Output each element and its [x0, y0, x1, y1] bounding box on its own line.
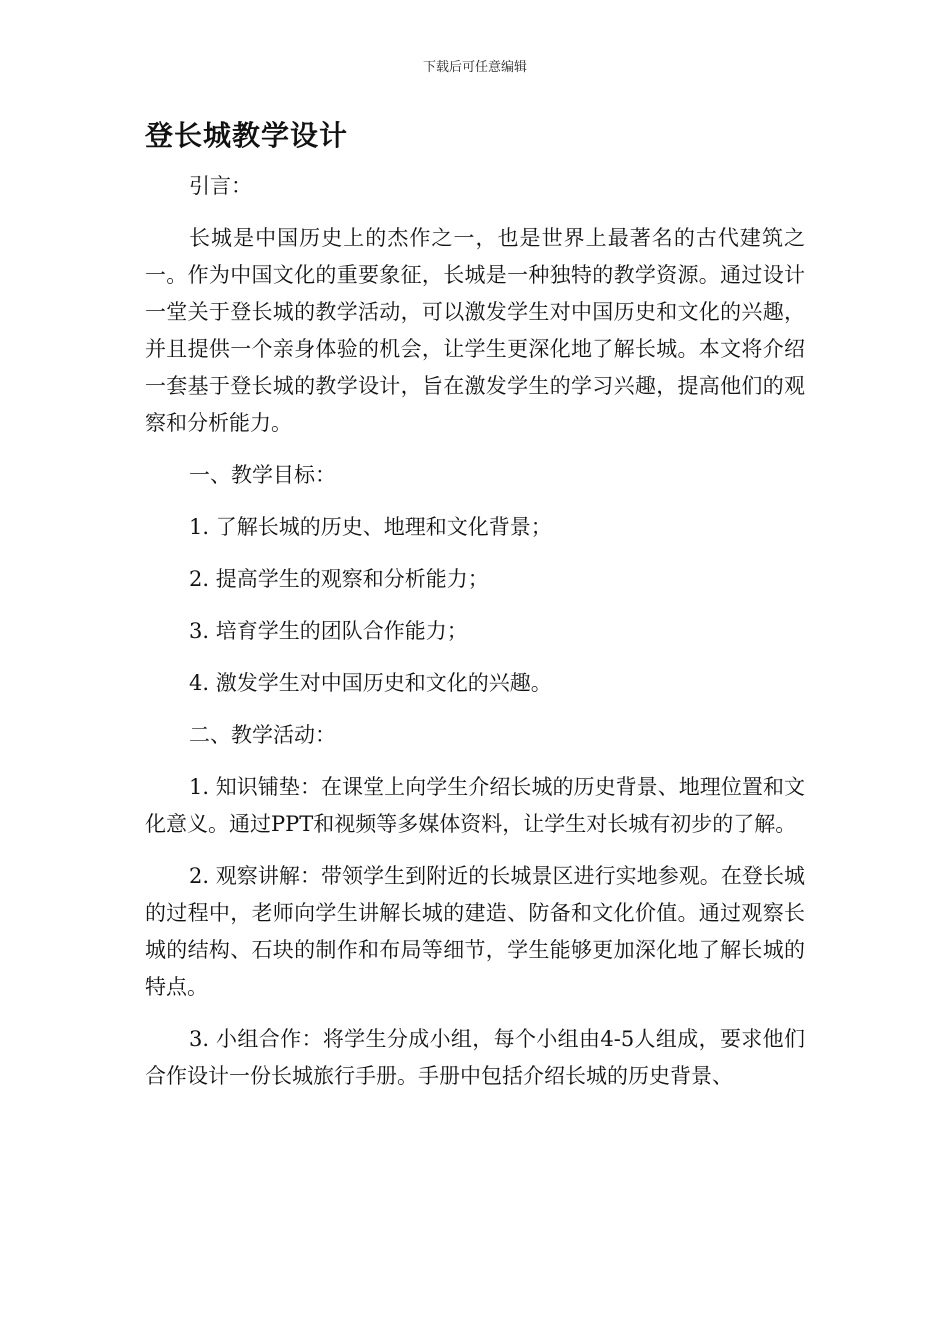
- section-heading-activities: 二、教学活动：: [189, 723, 336, 747]
- activity-item: 1. 知识铺垫：在课堂上向学生介绍长城的历史背景、地理位置和文化意义。通过PPT和视频等多媒体资料，让学生对长城有初步的了解。: [145, 775, 805, 836]
- paragraph-intro: 长城是中国历史上的杰作之一，也是世界上最著名的古代建筑之一。作为中国文化的重要象征，长城是一种独特的教学资源。通过设计一堂关于登长城的教学活动，可以激发学生对中国历史和文化的兴趣，并且提供一个亲身体验的机会，让学生更深化地了解长城。本文将介绍一套基于登长城的教学设计，旨在激发学生的学习兴趣，提高他们的观察和分析能力。: [145, 226, 805, 435]
- paragraph-intro-label: 引言：: [189, 174, 252, 198]
- goal-item: 1. 了解长城的历史、地理和文化背景；: [189, 515, 552, 539]
- goal-item: 2. 提高学生的观察和分析能力；: [189, 567, 489, 591]
- document-body: [145, 168, 805, 1110]
- document-title: 登长城教学设计: [145, 119, 349, 152]
- goal-item: 3. 培育学生的团队合作能力；: [189, 619, 468, 643]
- section-heading-goals: 一、教学目标：: [189, 463, 336, 487]
- activity-item: 2. 观察讲解：带领学生到附近的长城景区进行实地参观。在登长城的过程中，老师向学生讲解长城的建造、防备和文化价值。通过观察长城的结构、石块的制作和布局等细节，学生能够更加深化地了解长城的特点。: [145, 864, 805, 999]
- goal-item: 4. 激发学生对中国历史和文化的兴趣。: [189, 671, 552, 695]
- activity-item: 3. 小组合作：将学生分成小组，每个小组由4-5人组成，要求他们合作设计一份长城旅行手册。手册中包括介绍长城的历史背景、: [145, 1027, 805, 1088]
- header-note: 下载后可任意编辑: [422, 60, 527, 75]
